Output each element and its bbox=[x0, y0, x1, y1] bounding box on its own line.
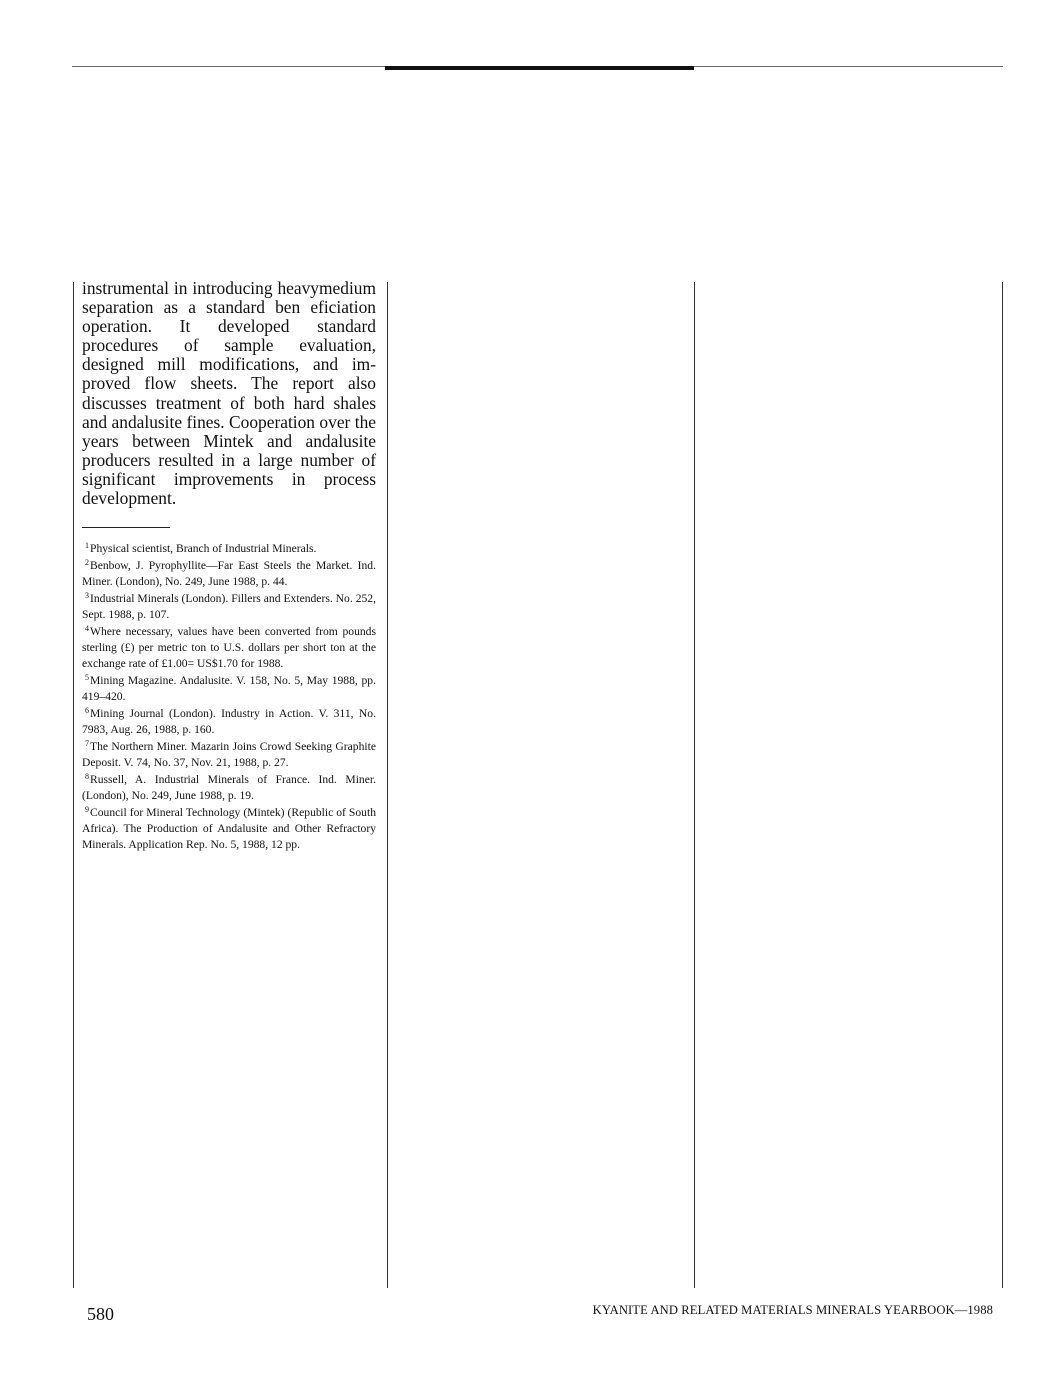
footnote-marker: 9 bbox=[85, 805, 89, 815]
running-title: KYANITE AND RELATED MATERIALS MINERALS YEARBOOK—1988 bbox=[592, 1303, 993, 1317]
footnote-text: Mining Journal (London). Industry in Action. V. 311, No. 7983, Aug. 26, 1988, p. 160. bbox=[82, 707, 376, 737]
footnote-6 bbox=[82, 706, 376, 738]
footnote-marker: 5 bbox=[85, 673, 89, 683]
footnote-marker: 1 bbox=[85, 541, 89, 551]
footnote-text: Council for Mineral Technology (Mintek) (Republic of South Africa). The Production of Andalusite and Other Refractory Minerals. Application Rep. No. 5, 1988, 12 pp. bbox=[82, 806, 376, 852]
footnote-5 bbox=[82, 673, 376, 705]
footnote-7 bbox=[82, 739, 376, 771]
column-rule-2 bbox=[694, 282, 695, 1288]
footnote-8 bbox=[82, 772, 376, 804]
footnote-text: Russell, A. Industrial Minerals of France. Ind. Miner. (London), No. 249, June 1988, p. 19. bbox=[82, 773, 376, 803]
footnote-text: Where necessary, values have been converted from pounds sterling (£) per metric ton to U.S. dollars per short ton at the exchange rate of £1.00= US$1.70 for 1988. bbox=[82, 625, 376, 671]
footnote-3 bbox=[82, 591, 376, 623]
column-rule-right bbox=[1002, 282, 1003, 1288]
footnote-text: The Northern Miner. Mazarin Joins Crowd Seeking Graphite Deposit. V. 74, No. 37, Nov. 21, 1988, p. 27. bbox=[82, 740, 376, 770]
footnote-marker: 2 bbox=[85, 558, 89, 568]
footnote-4 bbox=[82, 624, 376, 672]
footnote-text: Industrial Minerals (London). Fillers and Extenders. No. 252, Sept. 1988, p. 107. bbox=[82, 592, 376, 622]
page-number: 580 bbox=[87, 1304, 114, 1324]
top-rule-accent bbox=[385, 66, 694, 70]
footnote-marker: 8 bbox=[85, 772, 89, 782]
text-column-1 bbox=[82, 279, 376, 854]
footnote-text: Benbow, J. Pyrophyllite—Far East Steels the Market. Ind. Miner. (London), No. 249, June 1988, p. 44. bbox=[82, 559, 376, 589]
footnotes-list bbox=[82, 541, 376, 853]
footnote-text: Physical scientist, Branch of Industrial Minerals. bbox=[90, 542, 317, 556]
footnote-1 bbox=[82, 541, 376, 557]
footnote-marker: 6 bbox=[85, 706, 89, 716]
column-rule-left bbox=[73, 282, 74, 1288]
footnote-marker: 3 bbox=[85, 591, 89, 601]
footnote-9 bbox=[82, 805, 376, 853]
footnote-marker: 4 bbox=[85, 624, 89, 634]
column-rule-1 bbox=[387, 282, 388, 1288]
footnote-separator bbox=[82, 527, 170, 528]
footnote-text: Mining Magazine. Andalusite. V. 158, No. 5, May 1988, pp. 419–420. bbox=[82, 674, 376, 704]
body-paragraph: instrumental in introducing heavymedium separation as a standard ben eficiation operation. It developed standard procedures of sample evaluation, designed mill modifications, and improved flow sheets. The report also discusses treatment of both hard shales and andalusite fines. Cooperation over the years between Mintek and andalusite producers resulted in a large number of significant improvements in process development. bbox=[82, 278, 376, 509]
footnote-2 bbox=[82, 558, 376, 590]
footnote-marker: 7 bbox=[85, 739, 89, 749]
